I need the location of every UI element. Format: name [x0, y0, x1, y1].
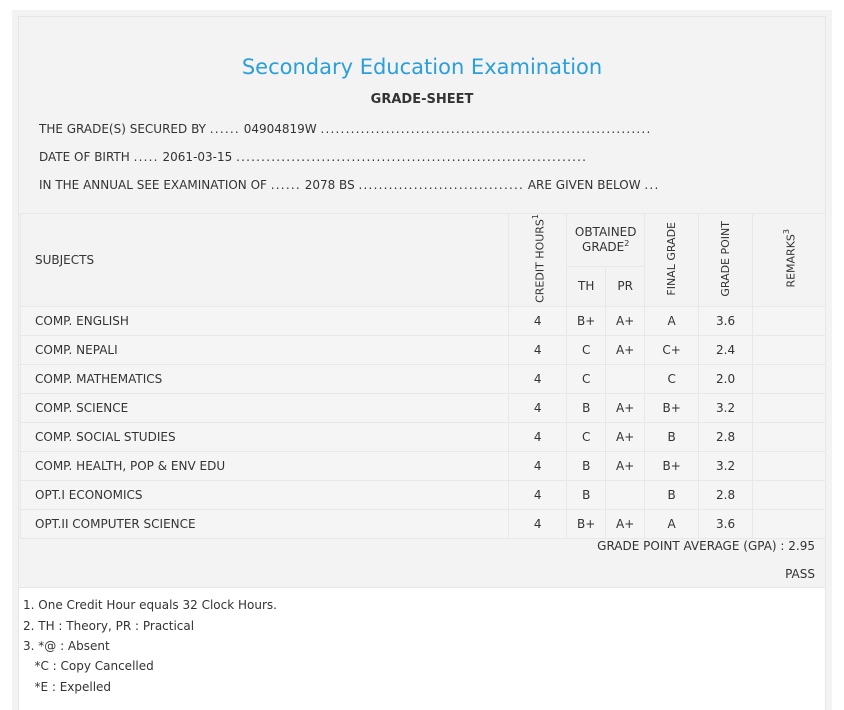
secured-by-label: THE GRADE(S) SECURED BY [39, 122, 206, 136]
col-pr: PR [606, 266, 645, 306]
grade-point-cell: 3.2 [699, 393, 753, 422]
footnote: 3. *@ : Absent [23, 639, 110, 653]
remarks-cell [753, 364, 826, 393]
practical-grade-cell: A+ [606, 509, 645, 538]
final-grade-cell: B [645, 422, 699, 451]
table-row [21, 451, 826, 480]
final-grade-cell: B+ [645, 451, 699, 480]
gpa-label: GRADE POINT AVERAGE (GPA) : [597, 539, 785, 553]
remarks-cell [753, 451, 826, 480]
credit-hours-cell: 4 [509, 306, 567, 335]
practical-grade-cell: A+ [606, 422, 645, 451]
table-row [21, 364, 826, 393]
col-subjects: SUBJECTS [21, 214, 509, 307]
grade-sheet-content [18, 16, 826, 710]
footnotes [19, 587, 825, 710]
practical-grade-cell: A+ [606, 393, 645, 422]
remarks-cell [753, 306, 826, 335]
remarks-cell [753, 509, 826, 538]
col-grade-point: GRADE POINT [699, 214, 753, 307]
remarks-cell [753, 335, 826, 364]
sheet-title: GRADE-SHEET [370, 92, 474, 107]
grades-table [20, 213, 826, 539]
final-grade-cell: C+ [645, 335, 699, 364]
dob-value: 2061-03-15 [162, 150, 233, 164]
secured-by-line: THE GRADE(S) SECURED BY ...... 04904819W .................................................................. [39, 122, 652, 136]
footnote: 2. TH : Theory, PR : Practical [23, 619, 195, 633]
subject-name: OPT.I ECONOMICS [21, 480, 509, 509]
credit-hours-cell: 4 [509, 509, 567, 538]
symbol-number: 04904819W [243, 122, 317, 136]
exam-year: 2078 BS [304, 178, 355, 192]
final-grade-cell: A [645, 306, 699, 335]
remarks-cell [753, 422, 826, 451]
theory-grade-cell: B [567, 480, 606, 509]
col-credit-hours: CREDIT HOURS$^1$ [509, 214, 567, 307]
credit-hours-cell: 4 [509, 480, 567, 509]
grade-point-cell: 2.8 [699, 422, 753, 451]
final-grade-cell: B+ [645, 393, 699, 422]
exam-line: IN THE ANNUAL SEE EXAMINATION OF ...... 2078 BS ................................. ARE GIVEN BELOW ... [39, 178, 660, 192]
col-remarks: REMARKS$^3$ [753, 214, 826, 307]
final-grade-cell: C [645, 364, 699, 393]
practical-grade-cell [606, 480, 645, 509]
practical-grade-cell: A+ [606, 451, 645, 480]
theory-grade-cell: B+ [567, 509, 606, 538]
theory-grade-cell: C [567, 422, 606, 451]
practical-grade-cell: A+ [606, 335, 645, 364]
theory-grade-cell: B [567, 451, 606, 480]
credit-hours-cell: 4 [509, 422, 567, 451]
subject-name: OPT.II COMPUTER SCIENCE [21, 509, 509, 538]
exam-label: IN THE ANNUAL SEE EXAMINATION OF [39, 178, 267, 192]
col-obtained-grade: OBTAINED GRADE$^2$ [567, 214, 645, 267]
remarks-cell [753, 480, 826, 509]
result-status: PASS [785, 567, 815, 581]
footnote: *C : Copy Cancelled [23, 659, 154, 673]
subject-name: COMP. HEALTH, POP & ENV EDU [21, 451, 509, 480]
table-row [21, 306, 826, 335]
table-row [21, 480, 826, 509]
remarks-cell [753, 393, 826, 422]
gpa-value: 2.95 [788, 539, 815, 553]
final-grade-cell: A [645, 509, 699, 538]
credit-hours-cell: 4 [509, 393, 567, 422]
subject-name: COMP. ENGLISH [21, 306, 509, 335]
theory-grade-cell: C [567, 335, 606, 364]
subject-name: COMP. MATHEMATICS [21, 364, 509, 393]
col-th: TH [567, 266, 606, 306]
footnote: 1. One Credit Hour equals 32 Clock Hours. [23, 598, 277, 612]
grade-point-cell: 2.8 [699, 480, 753, 509]
theory-grade-cell: C [567, 364, 606, 393]
grade-point-cell: 2.0 [699, 364, 753, 393]
grade-point-cell: 3.6 [699, 306, 753, 335]
credit-hours-cell: 4 [509, 451, 567, 480]
col-final-grade: FINAL GRADE [645, 214, 699, 307]
grade-point-cell: 2.4 [699, 335, 753, 364]
subject-name: COMP. SCIENCE [21, 393, 509, 422]
footnote: *E : Expelled [23, 680, 112, 694]
table-row [21, 422, 826, 451]
subject-name: COMP. NEPALI [21, 335, 509, 364]
exam-title: Secondary Education Examination [241, 55, 603, 79]
subject-name: COMP. SOCIAL STUDIES [21, 422, 509, 451]
grade-point-cell: 3.6 [699, 509, 753, 538]
dob-label: DATE OF BIRTH [39, 150, 130, 164]
theory-grade-cell: B+ [567, 306, 606, 335]
credit-hours-cell: 4 [509, 335, 567, 364]
theory-grade-cell: B [567, 393, 606, 422]
exam-suffix: ARE GIVEN BELOW [527, 178, 641, 192]
credit-hours-cell: 4 [509, 364, 567, 393]
table-row [21, 393, 826, 422]
grade-sheet-panel [12, 10, 832, 710]
dob-line: DATE OF BIRTH ..... 2061-03-15 ...................................................................... [39, 150, 588, 164]
table-row [21, 509, 826, 538]
practical-grade-cell [606, 364, 645, 393]
table-row [21, 335, 826, 364]
grade-point-cell: 3.2 [699, 451, 753, 480]
practical-grade-cell: A+ [606, 306, 645, 335]
gpa-line [597, 539, 815, 553]
final-grade-cell: B [645, 480, 699, 509]
